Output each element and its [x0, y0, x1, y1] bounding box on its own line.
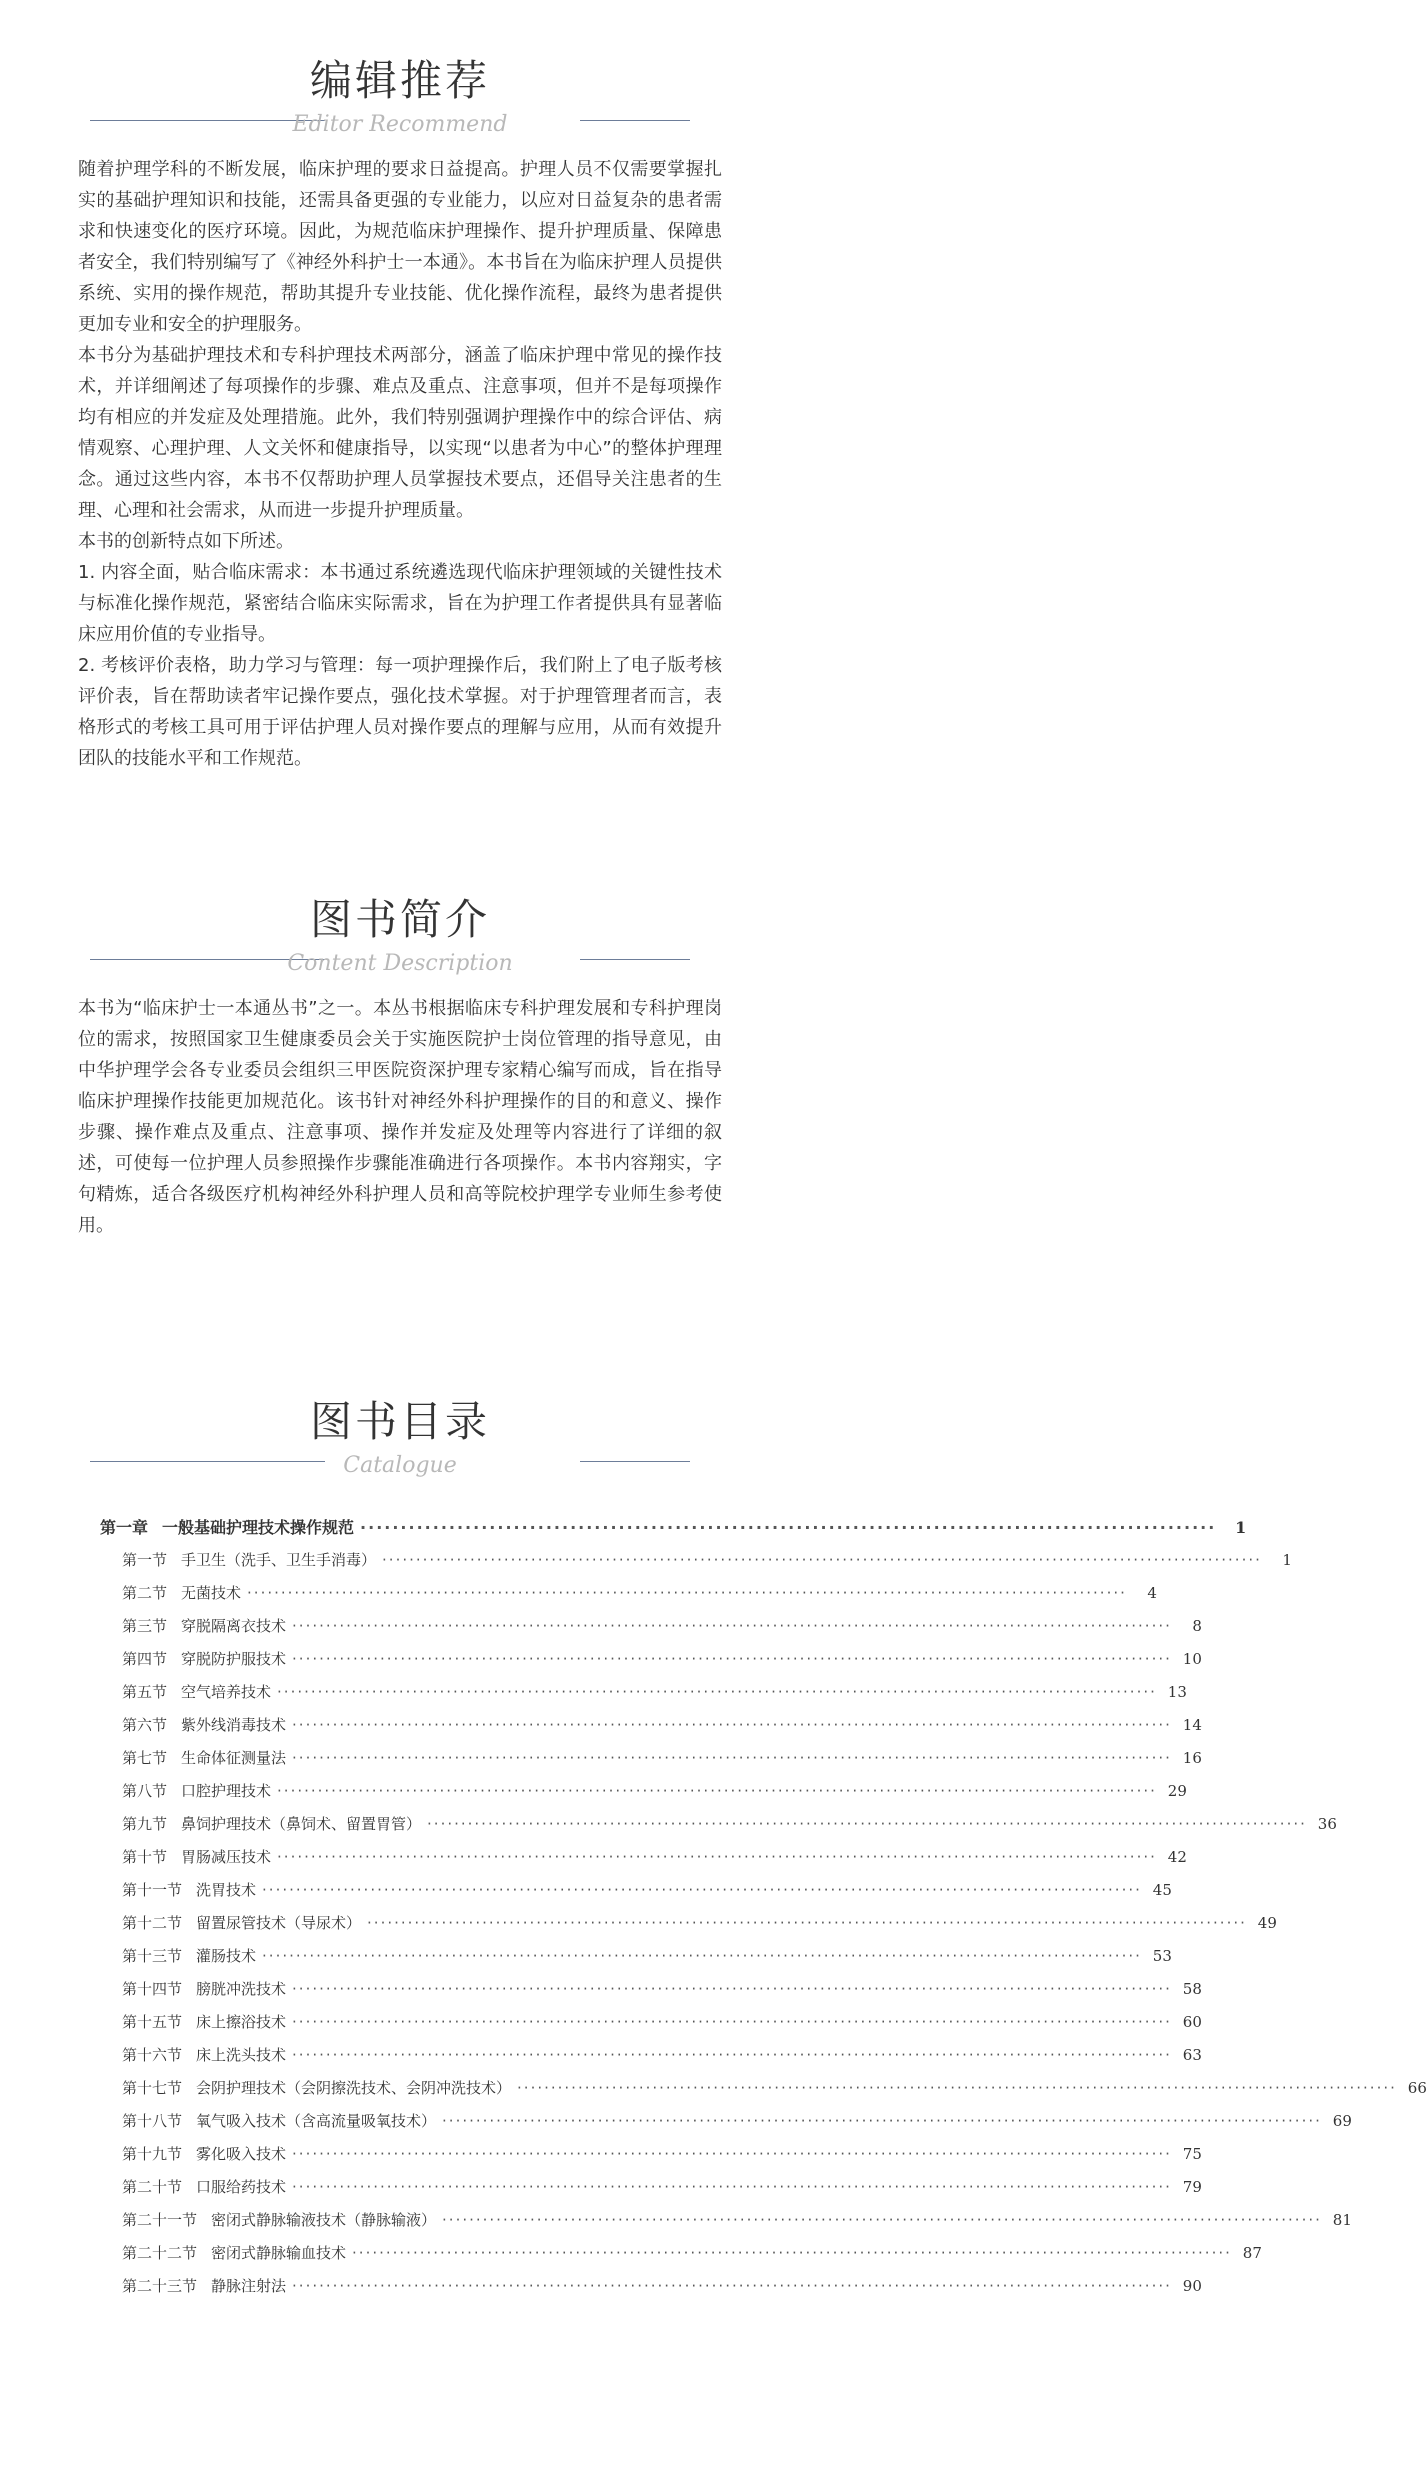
- header-rule-right: [580, 1461, 690, 1462]
- toc-leader-dots: ··································································································································: [292, 2013, 1172, 2031]
- toc-leader-dots: ··································································································································: [292, 1980, 1172, 1998]
- toc-section-number: 第四节: [122, 1650, 168, 1668]
- toc-section-row[interactable]: [100, 1577, 1157, 1610]
- toc-section-number: 第三节: [122, 1617, 168, 1635]
- toc-section-number: 第十四节: [122, 1980, 183, 1998]
- toc-page-number: 60: [1182, 2013, 1202, 2031]
- toc-page-number: 81: [1332, 2211, 1352, 2229]
- toc-section-list: [100, 1544, 1427, 2303]
- toc-section-title: 静脉注射法: [211, 2277, 287, 2295]
- toc-section-number: 第二十一节: [122, 2211, 198, 2229]
- toc-page-number: 10: [1182, 1650, 1202, 1668]
- editor-subtitle: Editor Recommend: [292, 112, 508, 137]
- toc-section-number: 第八节: [122, 1782, 168, 1800]
- toc-page-number: 66: [1407, 2079, 1427, 2097]
- table-of-contents: [0, 1511, 1427, 2303]
- toc-page-number: 75: [1182, 2145, 1202, 2163]
- toc-page-number: 45: [1152, 1881, 1172, 1899]
- toc-page-number: 16: [1182, 1749, 1202, 1767]
- toc-section-number: 第二十三节: [122, 2277, 198, 2295]
- toc-section-title: 生命体征测量法: [181, 1749, 287, 1767]
- toc-leader-dots: ··································································································································: [277, 1683, 1157, 1701]
- intro-subtitle: Content Description: [287, 951, 513, 976]
- toc-section-row[interactable]: [100, 2006, 1202, 2039]
- toc-section-row[interactable]: [100, 2237, 1262, 2270]
- header-rule-right: [580, 959, 690, 960]
- toc-leader-dots: ··································································································································: [292, 2046, 1172, 2064]
- toc-section-row[interactable]: [100, 1610, 1202, 1643]
- toc-leader-dots: ··································································································································: [292, 1716, 1172, 1734]
- toc-page-number: 1: [1282, 1551, 1292, 1569]
- toc-section-row[interactable]: [100, 1973, 1202, 2006]
- toc-section-title: 无菌技术: [181, 1584, 242, 1602]
- toc-page-number: 4: [1147, 1584, 1157, 1602]
- toc-chapter-number: 第一章: [100, 1518, 149, 1537]
- toc-section-title: 胃肠减压技术: [181, 1848, 272, 1866]
- toc-section-title: 手卫生（洗手、卫生手消毒）: [181, 1551, 377, 1569]
- toc-section-row[interactable]: [100, 2072, 1427, 2105]
- toc-leader-dots: ··································································································································: [277, 1782, 1157, 1800]
- toc-section-title: 灌肠技术: [196, 1947, 257, 1965]
- catalogue-title: 图书目录: [309, 1397, 490, 1446]
- toc-leader-dots: ··································································································································: [292, 1749, 1172, 1767]
- toc-section-title: 紫外线消毒技术: [181, 1716, 287, 1734]
- toc-leader-dots: ··································································································································: [292, 2145, 1172, 2163]
- toc-leader-dots: ··································································································································: [442, 2112, 1322, 2130]
- toc-section-number: 第十六节: [122, 2046, 183, 2064]
- toc-section-title: 膀胱冲洗技术: [196, 1980, 287, 1998]
- editor-paragraph: 1. 内容全面，贴合临床需求：本书通过系统遴选现代临床护理领域的关键性技术与标准化操作规范，紧密结合临床实际需求，旨在为护理工作者提供具有显著临床应用价值的专业指导。: [78, 562, 722, 645]
- toc-section-row[interactable]: [100, 1808, 1337, 1841]
- header-rule-right: [580, 120, 690, 121]
- toc-leader-dots: ··································································································································: [292, 1650, 1172, 1668]
- toc-section-row[interactable]: [100, 1742, 1202, 1775]
- toc-page-number: 87: [1242, 2244, 1262, 2262]
- toc-section-title: 洗胃技术: [196, 1881, 257, 1899]
- editor-paragraph: 随着护理学科的不断发展，临床护理的要求日益提高。护理人员不仅需要掌握扎实的基础护理知识和技能，还需具备更强的专业能力，以应对日益复杂的患者需求和快速变化的医疗环境。因此，为规范临床护理操作、提升护理质量、保障患者安全，我们特别编写了《神经外科护士一本通》。本书旨在为临床护理人员提供系统、实用的操作规范，帮助其提升专业技能、优化操作流程，最终为患者提供更加专业和安全的护理服务。: [78, 159, 722, 335]
- intro-title: 图书简介: [309, 895, 490, 944]
- toc-leader-dots: ··································································································································: [292, 1617, 1172, 1635]
- toc-page-number: 29: [1167, 1782, 1187, 1800]
- intro-paragraph: 本书为“临床护士一本通丛书”之一。本丛书根据临床专科护理发展和专科护理岗位的需求，按照国家卫生健康委员会关于实施医院护士岗位管理的指导意见，由中华护理学会各专业委员会组织三甲医院资深护理专家精心编写而成，旨在指导临床护理操作技能更加规范化。该书针对神经外科护理操作的目的和意义、操作步骤、操作难点及重点、注意事项、操作并发症及处理等内容进行了详细的叙述，可使每一位护理人员参照操作步骤能准确进行各项操作。本书内容翔实，字句精炼，适合各级医疗机构神经外科护理人员和高等院校护理学专业师生参考使用。: [78, 998, 722, 1236]
- toc-page-number: 14: [1182, 1716, 1202, 1734]
- toc-page-number: 36: [1317, 1815, 1337, 1833]
- toc-section-row[interactable]: [100, 1775, 1187, 1808]
- editor-paragraph: 本书的创新特点如下所述。: [78, 531, 294, 552]
- toc-page-number: 49: [1257, 1914, 1277, 1932]
- toc-leader-dots: ··································································································································: [292, 2277, 1172, 2295]
- editor-paragraph: 本书分为基础护理技术和专科护理技术两部分，涵盖了临床护理中常见的操作技术，并详细阐述了每项操作的步骤、难点及重点、注意事项，但并不是每项操作均有相应的并发症及处理措施。此外，我们特别强调护理操作中的综合评估、病情观察、心理护理、人文关怀和健康指导，以实现“以患者为中心”的整体护理理念。通过这些内容，本书不仅帮助护理人员掌握技术要点，还倡导关注患者的生理、心理和社会需求，从而进一步提升护理质量。: [78, 345, 722, 521]
- toc-leader-dots: ··································································································································: [382, 1551, 1262, 1569]
- toc-page-number: 53: [1152, 1947, 1172, 1965]
- toc-leader-dots: ··································································································································: [517, 2079, 1397, 2097]
- toc-section-title: 床上洗头技术: [196, 2046, 287, 2064]
- catalogue-subtitle: Catalogue: [343, 1453, 457, 1478]
- toc-section-title: 留置尿管技术（导尿术）: [196, 1914, 362, 1932]
- toc-section-number: 第十节: [122, 1848, 168, 1866]
- catalogue-section-header: [0, 1361, 800, 1478]
- toc-page-number: 69: [1332, 2112, 1352, 2130]
- toc-section-title: 密闭式静脉输液技术（静脉输液）: [211, 2211, 437, 2229]
- toc-section-number: 第五节: [122, 1683, 168, 1701]
- toc-section-title: 空气培养技术: [181, 1683, 272, 1701]
- intro-body: [0, 993, 800, 1241]
- toc-page-number: 42: [1167, 1848, 1187, 1866]
- toc-section-number: 第十五节: [122, 2013, 183, 2031]
- toc-section-row[interactable]: [100, 2171, 1202, 2204]
- toc-section-number: 第二节: [122, 1584, 168, 1602]
- toc-leader-dots: ··································································································································: [292, 2178, 1172, 2196]
- toc-section-title: 会阴护理技术（会阴擦洗技术、会阴冲洗技术）: [196, 2079, 512, 2097]
- toc-section-title: 鼻饲护理技术（鼻饲术、留置胃管）: [181, 1815, 422, 1833]
- toc-leader-dots: ··································································································································: [262, 1947, 1142, 1965]
- toc-leader-dots: ··································································································································: [352, 2244, 1232, 2262]
- toc-page-number: 79: [1182, 2178, 1202, 2196]
- toc-leader-dots: ··································································································································: [247, 1584, 1127, 1602]
- toc-section-row[interactable]: [100, 1907, 1277, 1940]
- toc-section-title: 密闭式静脉输血技术: [211, 2244, 347, 2262]
- editor-section-header: [0, 20, 800, 137]
- toc-page-number: 13: [1167, 1683, 1187, 1701]
- toc-section-row[interactable]: [100, 2204, 1352, 2237]
- toc-section-number: 第十二节: [122, 1914, 183, 1932]
- toc-chapter-title: 一般基础护理技术操作规范: [162, 1518, 355, 1537]
- intro-section-header: [0, 859, 800, 976]
- toc-leader-dots: ··································································································································: [367, 1914, 1247, 1932]
- toc-section-row[interactable]: [100, 1643, 1202, 1676]
- toc-section-row[interactable]: [100, 1544, 1292, 1577]
- toc-section-number: 第九节: [122, 1815, 168, 1833]
- toc-section-number: 第十九节: [122, 2145, 183, 2163]
- toc-section-number: 第二十节: [122, 2178, 183, 2196]
- toc-section-row[interactable]: [100, 2138, 1202, 2171]
- toc-page-number: 1: [1235, 1518, 1247, 1537]
- toc-page-number: 90: [1182, 2277, 1202, 2295]
- toc-section-number: 第十一节: [122, 1881, 183, 1899]
- toc-page-number: 8: [1192, 1617, 1202, 1635]
- toc-section-row[interactable]: [100, 1940, 1172, 1973]
- toc-section-row[interactable]: [100, 2039, 1202, 2072]
- toc-section-title: 雾化吸入技术: [196, 2145, 287, 2163]
- toc-section-title: 氧气吸入技术（含高流量吸氧技术）: [196, 2112, 437, 2130]
- toc-section-number: 第七节: [122, 1749, 168, 1767]
- toc-leader-dots: ··································································································································: [277, 1848, 1157, 1866]
- editor-title: 编辑推荐: [309, 56, 490, 105]
- toc-section-title: 穿脱防护服技术: [181, 1650, 287, 1668]
- toc-section-title: 口服给药技术: [196, 2178, 287, 2196]
- toc-leader-dots: ··································································································································: [427, 1815, 1307, 1833]
- toc-section-number: 第十八节: [122, 2112, 183, 2130]
- toc-section-row[interactable]: [100, 1874, 1172, 1907]
- toc-section-title: 床上擦浴技术: [196, 2013, 287, 2031]
- toc-chapter-row[interactable]: [100, 1511, 1247, 1544]
- toc-section-number: 第二十二节: [122, 2244, 198, 2262]
- toc-section-row[interactable]: [100, 2270, 1202, 2303]
- toc-section-number: 第十三节: [122, 1947, 183, 1965]
- toc-leader-dots: ··································································································································: [442, 2211, 1322, 2229]
- toc-section-row[interactable]: [100, 1841, 1187, 1874]
- editor-paragraph: 2. 考核评价表格，助力学习与管理：每一项护理操作后，我们附上了电子版考核评价表，旨在帮助读者牢记操作要点，强化技术掌握。对于护理管理者而言，表格形式的考核工具可用于评估护理人员对操作要点的理解与应用，从而有效提升团队的技能水平和工作规范。: [78, 655, 722, 769]
- toc-section-number: 第六节: [122, 1716, 168, 1734]
- toc-page-number: 58: [1182, 1980, 1202, 1998]
- toc-leader-dots: ··································································································································: [262, 1881, 1142, 1899]
- toc-leader-dots: ··········································································································: [360, 1518, 1217, 1537]
- toc-section-row[interactable]: [100, 1709, 1202, 1742]
- editor-body: [0, 154, 800, 774]
- toc-section-row[interactable]: [100, 2105, 1352, 2138]
- toc-section-number: 第一节: [122, 1551, 168, 1569]
- toc-section-title: 口腔护理技术: [181, 1782, 272, 1800]
- toc-page-number: 63: [1182, 2046, 1202, 2064]
- toc-section-row[interactable]: [100, 1676, 1187, 1709]
- toc-section-title: 穿脱隔离衣技术: [181, 1617, 287, 1635]
- toc-section-number: 第十七节: [122, 2079, 183, 2097]
